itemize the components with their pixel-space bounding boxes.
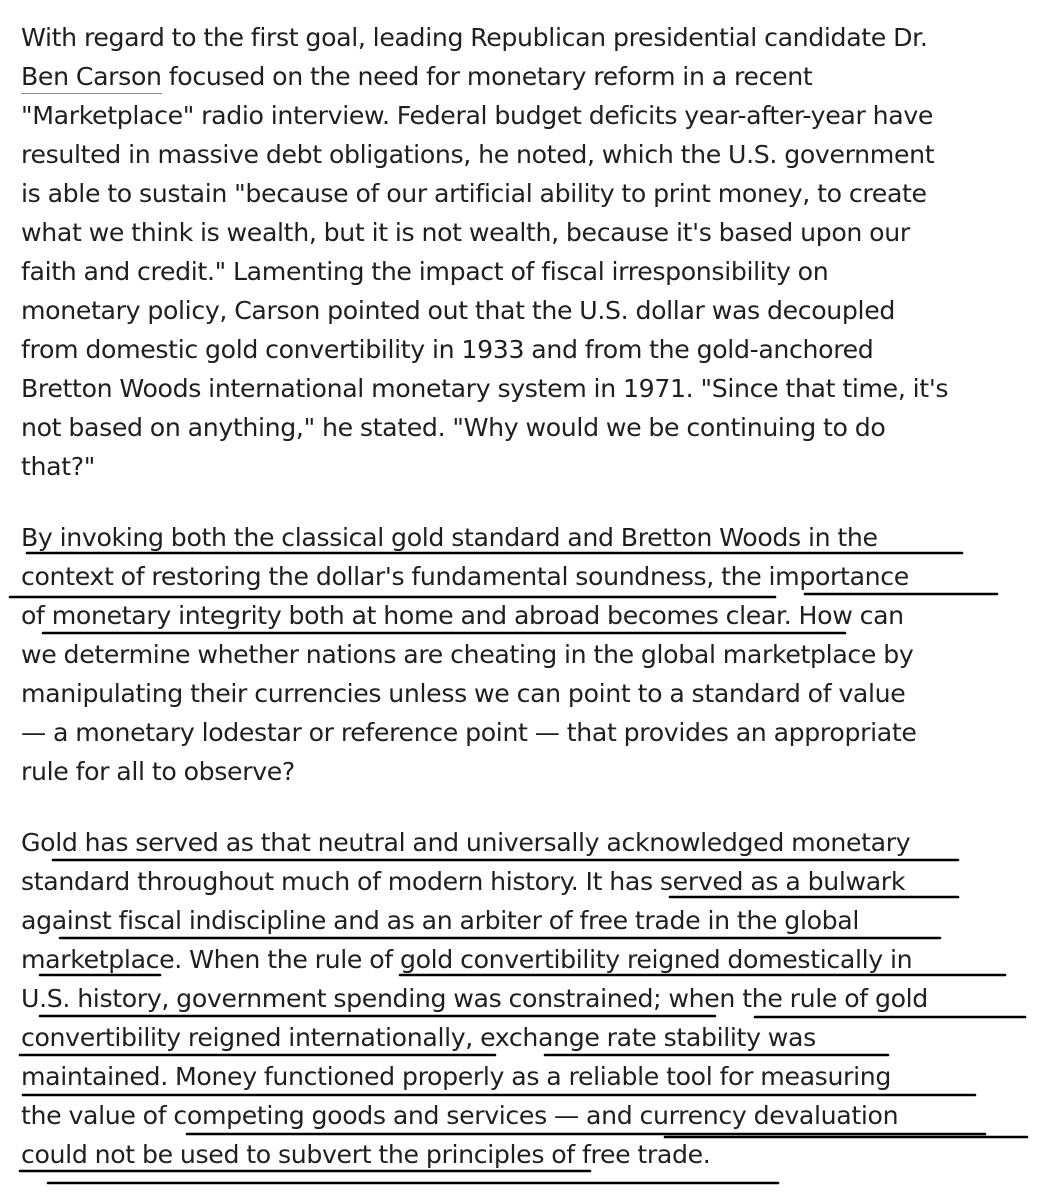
paragraph-monetary-integrity: By invoking both the classical gold standard and Bretton Woods in the context of restoring the dollar's fundamental soundness, the importance of monetary integrity both at home and abroad becomes clear. How can we determine whether nations are cheating in the global marketplace by manipulating their currencies unless we can point to a standard of value — a monetary lodestar or reference point — that provides an appropriate rule for all to observe? (21, 523, 917, 786)
ben-carson-link[interactable]: Ben Carson (21, 62, 162, 94)
paragraph-1-intro: With regard to the first goal, leading Republican presidential candidate Dr. (21, 23, 928, 52)
paragraph-carson-interview (21, 18, 1031, 486)
paragraph-gold-standard: Gold has served as that neutral and universally acknowledged monetary standard throughout much of modern history. It has served as a bulwark against fiscal indiscipline and as an arbiter of free trade in the global marketplace. When the rule of gold convertibility reigned domestically in U.S. history, government spending was constrained; when the rule of gold convertibility reigned internationally, exchange rate stability was maintained. Money functioned properly as a reliable tool for measuring the value of competing goods and services — and currency devaluation could not be used to subvert the principles of free trade. (21, 828, 928, 1169)
paragraph-1-body: focused on the need for monetary reform in a recent "Marketplace" radio interview. Federal budget deficits year-after-year have resulted in massive debt obligations, he noted, which the U.S. government is able to sustain "because of our artificial ability to print money, to create what we think is wealth, but it is not wealth, because it's based upon our faith and credit." Lamenting the impact of fiscal irresponsibility on monetary policy, Carson pointed out that the U.S. dollar was decoupled from domestic gold convertibility in 1933 and from the gold-anchored Bretton Woods international monetary system in 1971. "Since that time, it's not based on anything," he stated. "Why would we be continuing to do that?" (21, 62, 949, 481)
article-body (21, 18, 1031, 1174)
